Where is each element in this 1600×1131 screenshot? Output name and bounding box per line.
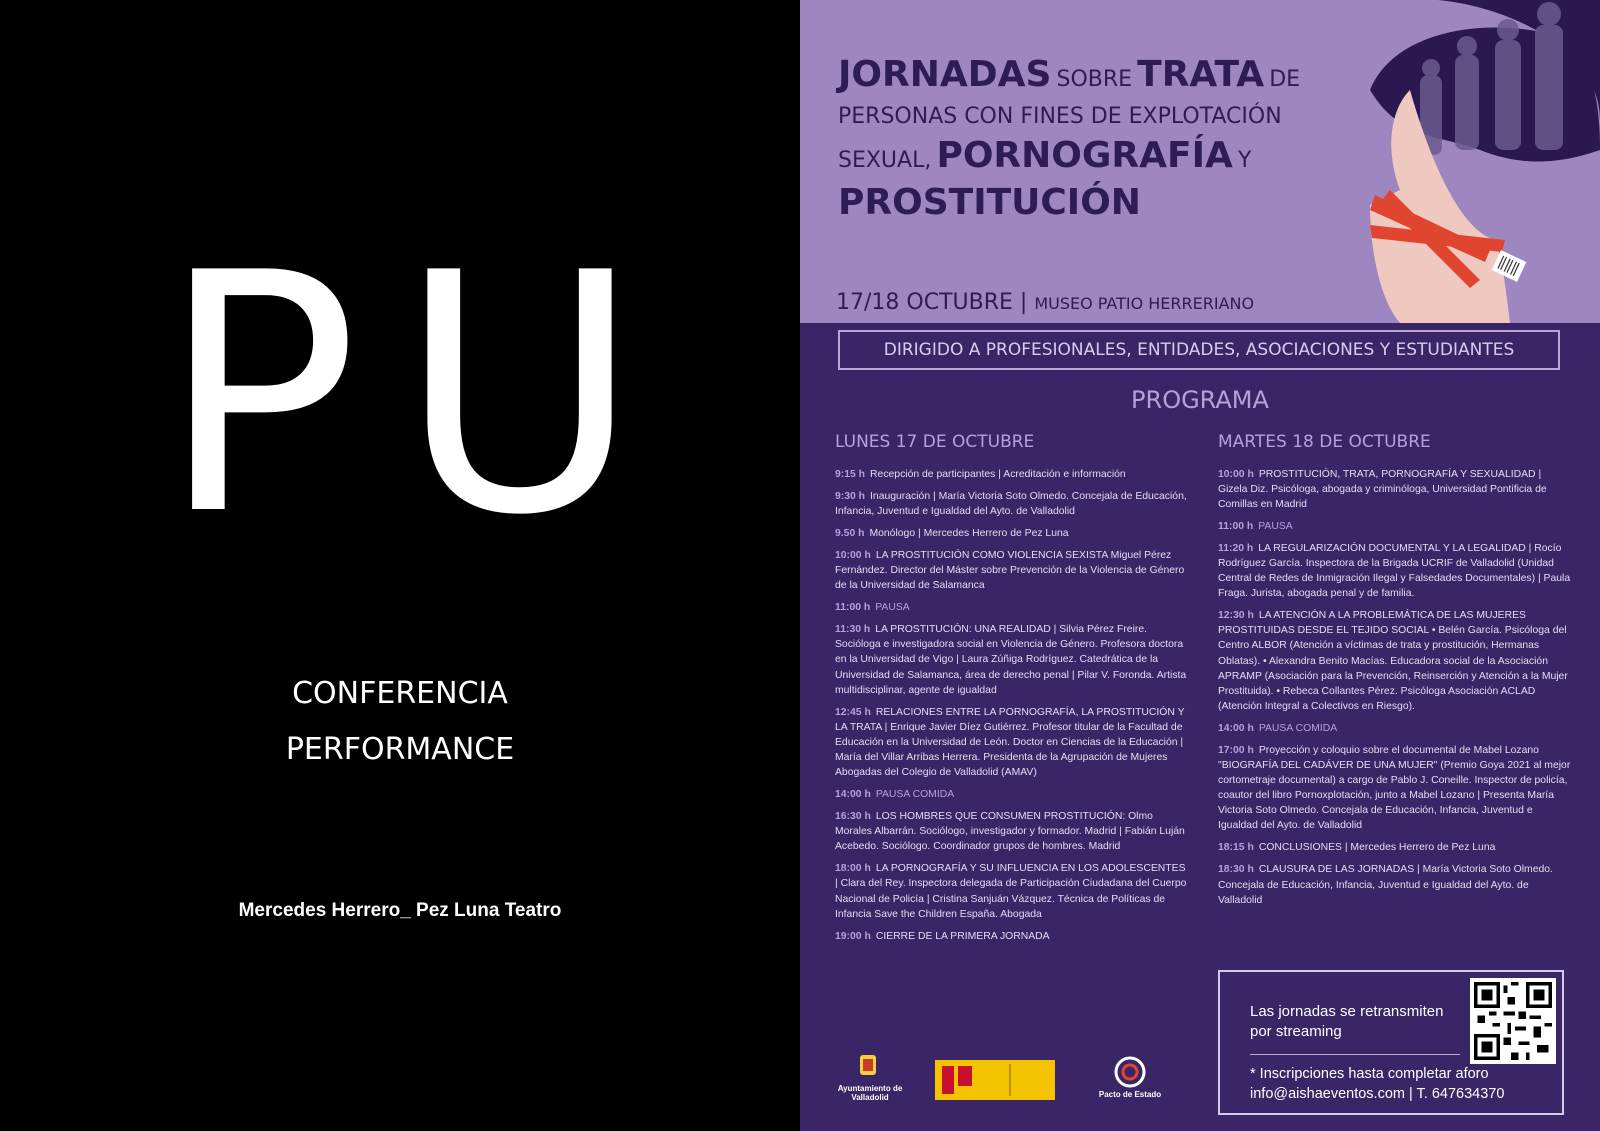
- schedule-time: 11:20 h: [1218, 542, 1254, 554]
- schedule-item: [1218, 608, 1573, 714]
- subtitle-performance: PERFORMANCE: [285, 732, 515, 767]
- title-sexual: SEXUAL,: [838, 148, 932, 174]
- schedule-item: [835, 809, 1190, 854]
- schedule-item: [835, 622, 1190, 697]
- schedule-text: LA PROSTITUCIÓN: UNA REALIDAD | Silvia Pérez Freire. Socióloga e investigadora social en Violencia de Género. Profesora doctora en la Universidad de Vigo | Laura Zúñiga Rodríguez. Catedrática de la Universidad de Salamanca, área de derecho penal | Pilar V. Foronda. Artista multidisciplinar, agente de igualdad: [835, 624, 1187, 696]
- subtitle-conferencia: CONFERENCIA: [292, 676, 508, 711]
- schedule-text: LA PROSTITUCIÓN COMO VIOLENCIA SEXISTA Miguel Pérez Fernández. Director del Máster sobre Prevención de la Violencia de Género de la Universidad de Salamanca: [835, 549, 1185, 592]
- poster-panel: [800, 0, 1600, 1131]
- schedule-text: PROSTITUCIÓN, TRATA, PORNOGRAFÍA Y SEXUALIDAD | Gizela Diz. Psicóloga, abogada y criminóloga, Universidad Pontificia de Comillas en Madrid: [1218, 468, 1547, 510]
- schedule-item: [835, 467, 1190, 482]
- schedule-text: Monólogo | Mercedes Herrero de Pez Luna: [869, 527, 1069, 539]
- schedule-time: 18:15 h: [1218, 842, 1254, 854]
- schedule-time: 14:00 h: [1218, 722, 1254, 734]
- schedule-text: PAUSA: [1258, 520, 1293, 532]
- schedule-text: Inauguración | María Victoria Soto Olmedo. Concejala de Educación, Infancia, Juventud e Igualdad del Ayto. de Valladolid: [835, 490, 1187, 517]
- schedule-item: [835, 705, 1190, 780]
- gobierno-logo: [935, 1060, 1055, 1100]
- title-pornografia: PORNOGRAFÍA: [936, 135, 1233, 177]
- schedule-time: 10:00 h: [1218, 468, 1254, 480]
- schedule-time: 9.50 h: [835, 527, 865, 539]
- schedule-text: LA REGULARIZACIÓN DOCUMENTAL Y LA LEGALIDAD | Rocío Rodríguez García. Inspectora de la Brigada UCRIF de Valladolid (Unidad Central de Redes de Inmigración Ilegal y Falsedades Documentales) | Paula Fraga. Jurista, abogada penal y de familia.: [1218, 542, 1571, 600]
- schedule-time: 11:00 h: [835, 602, 871, 614]
- schedule-time: 12:45 h: [835, 706, 871, 718]
- schedule-item: [835, 526, 1190, 541]
- schedule-item: [835, 861, 1190, 921]
- venue-text: MUSEO PATIO HERRERIANO: [1034, 294, 1255, 313]
- schedule-item: [835, 548, 1190, 593]
- schedule-time: 9:30 h: [835, 490, 866, 502]
- inscription-text: * Inscripciones hasta completar aforo: [1250, 1066, 1489, 1082]
- schedule-time: 11:30 h: [835, 624, 871, 636]
- day2-heading: MARTES 18 DE OCTUBRE: [1218, 432, 1431, 452]
- poster-title: [838, 52, 1358, 227]
- day1-column: [835, 430, 1190, 951]
- schedule-text: Recepción de participantes | Acreditación e información: [870, 468, 1126, 480]
- big-title: PU: [159, 203, 681, 587]
- schedule-text: PAUSA: [875, 602, 910, 614]
- woman-illustration: [1330, 0, 1600, 323]
- schedule-text: Proyección y coloquio sobre el documental de Mabel Lozano "BIOGRAFÍA DEL CADÁVER DE UNA MUJER" (Premio Goya 2021 al mejor cortometraje documental) a cargo de Pablo J. Coneille. Inspector de policía, coautor del libro Pornoxplotación, junto a Mabel Lozano | Presenta María Victoria Soto Olmedo. Concejala de Educación, Infancia, Juventud e Igualdad del Ayto. de Valladolid: [1218, 744, 1571, 832]
- schedule-item: [835, 600, 1190, 615]
- schedule-text: CONCLUSIONES | Mercedes Herrero de Pez Luna: [1258, 842, 1496, 854]
- schedule-text: RELACIONES ENTRE LA PORNOGRAFÍA, LA PROSTITUCIÓN Y LA TRATA | Enrique Javier Díez Gutiérrez. Profesor titular de la Facultad de Educación en la Universidad de León. Doctor en Ciencias de la Educación | María del Villar Arribas Herrera. Presidenta de la Agrupación de Mujeres Abogadas del Colegio de Valladolid (AMAV): [835, 706, 1185, 778]
- schedule-text: PAUSA COMIDA: [1258, 722, 1338, 734]
- sponsor-logos: [830, 1050, 1190, 1120]
- contact-text: info@aishaeventos.com | T. 647634370: [1250, 1086, 1505, 1103]
- schedule-text: LOS HOMBRES QUE CONSUMEN PROSTITUCIÓN: Olmo Morales Albarrán. Sociólogo, investigador y formador. Madrid | Fabián Luján Acebedo. Sociólogo. Coordinador grupos de hombres. Madrid: [835, 811, 1185, 853]
- logo-pacto-label: Pacto de Estado: [1098, 1090, 1162, 1099]
- schedule-time: 11:00 h: [1218, 520, 1254, 532]
- day2-column: [1218, 430, 1573, 915]
- schedule-item: [1218, 840, 1573, 855]
- pacto-estado-logo: [1116, 1058, 1144, 1086]
- title-prostitucion: PROSTITUCIÓN: [838, 182, 1141, 224]
- day1-heading: LUNES 17 DE OCTUBRE: [835, 432, 1035, 452]
- schedule-time: 9:15 h: [835, 468, 866, 480]
- streaming-text: Las jornadas se retransmiten por streaming: [1250, 1003, 1444, 1041]
- program-heading: PROGRAMA: [1131, 386, 1269, 414]
- title-jornadas: JORNADAS: [838, 54, 1052, 95]
- schedule-text: CIERRE DE LA PRIMERA JORNADA: [875, 930, 1050, 942]
- streaming-box: [1218, 970, 1564, 1115]
- title-line2: PERSONAS CON FINES DE EXPLOTACIÓN: [838, 103, 1282, 129]
- dates-text: 17/18 OCTUBRE: [836, 290, 1013, 315]
- schedule-item: [1218, 862, 1573, 907]
- schedule-item: [1218, 541, 1573, 601]
- audience-banner: DIRIGIDO A PROFESIONALES, ENTIDADES, ASOCIACIONES Y ESTUDIANTES: [838, 330, 1560, 370]
- schedule-item: [1218, 519, 1573, 534]
- schedule-item: [835, 929, 1190, 944]
- schedule-time: 12:30 h: [1218, 610, 1254, 622]
- logo-valladolid-label: Ayuntamiento de Valladolid: [837, 1084, 903, 1102]
- title-sobre: SOBRE: [1056, 67, 1133, 92]
- title-de: DE: [1269, 67, 1301, 92]
- schedule-time: 18:30 h: [1218, 864, 1254, 876]
- schedule-time: 19:00 h: [835, 930, 871, 942]
- divider: [1250, 1054, 1460, 1055]
- schedule-text: PAUSA COMIDA: [875, 789, 955, 801]
- schedule-item: [1218, 721, 1573, 736]
- poster-hero: [800, 0, 1600, 323]
- schedule-time: 18:00 h: [835, 863, 871, 875]
- schedule-text: LA ATENCIÓN A LA PROBLEMÁTICA DE LAS MUJERES PROSTITUIDAS DESDE EL TEJIDO SOCIAL • Belén García. Psicóloga del Centro ALBOR (Atención a víctimas de trata y prostitución, Hermanas Oblatas). • Alexandra Benito Macías. Educadora social de la Asociación APRAMP (Asociación para la Prevención, Reinserción y Atención a la Mujer Prostituida). • Rebeca Collantes Pérez. Psicóloga Asociación ACLAD (Atención Integral a Colectivos en Riesgo).: [1218, 610, 1568, 712]
- schedule-time: 14:00 h: [835, 789, 871, 801]
- schedule-time: 17:00 h: [1218, 744, 1254, 756]
- event-dates: 17/18 OCTUBRE | MUSEO PATIO HERRERIANO: [836, 290, 1255, 315]
- valladolid-logo: [860, 1055, 876, 1075]
- title-y: Y: [1237, 148, 1252, 174]
- schedule-time: 10:00 h: [835, 549, 871, 561]
- schedule-item: [1218, 467, 1573, 512]
- title-trata: TRATA: [1137, 54, 1265, 95]
- schedule-item: [1218, 743, 1573, 833]
- schedule-time: 16:30 h: [835, 811, 871, 823]
- author-credit: Mercedes Herrero_ Pez Luna Teatro: [238, 900, 562, 921]
- schedule-item: [835, 787, 1190, 802]
- qr-code[interactable]: [1470, 978, 1556, 1064]
- schedule-text: CLAUSURA DE LAS JORNADAS | María Victoria Soto Olmedo. Concejala de Educación, Infancia, Juventud e Igualdad del Ayto. de Valladolid: [1218, 864, 1553, 906]
- schedule-item: [835, 489, 1190, 519]
- inscription-info: [1250, 1064, 1550, 1105]
- schedule-text: LA PORNOGRAFÍA Y SU INFLUENCIA EN LOS ADOLESCENTES | Clara del Rey. Inspectora delegada de Participación Ciudadana del Cuerpo Nacional de Policía | Cristina Sanjuán Vázquez. Técnica de Políticas de Infancia Save the Children España. Abogada: [835, 863, 1187, 920]
